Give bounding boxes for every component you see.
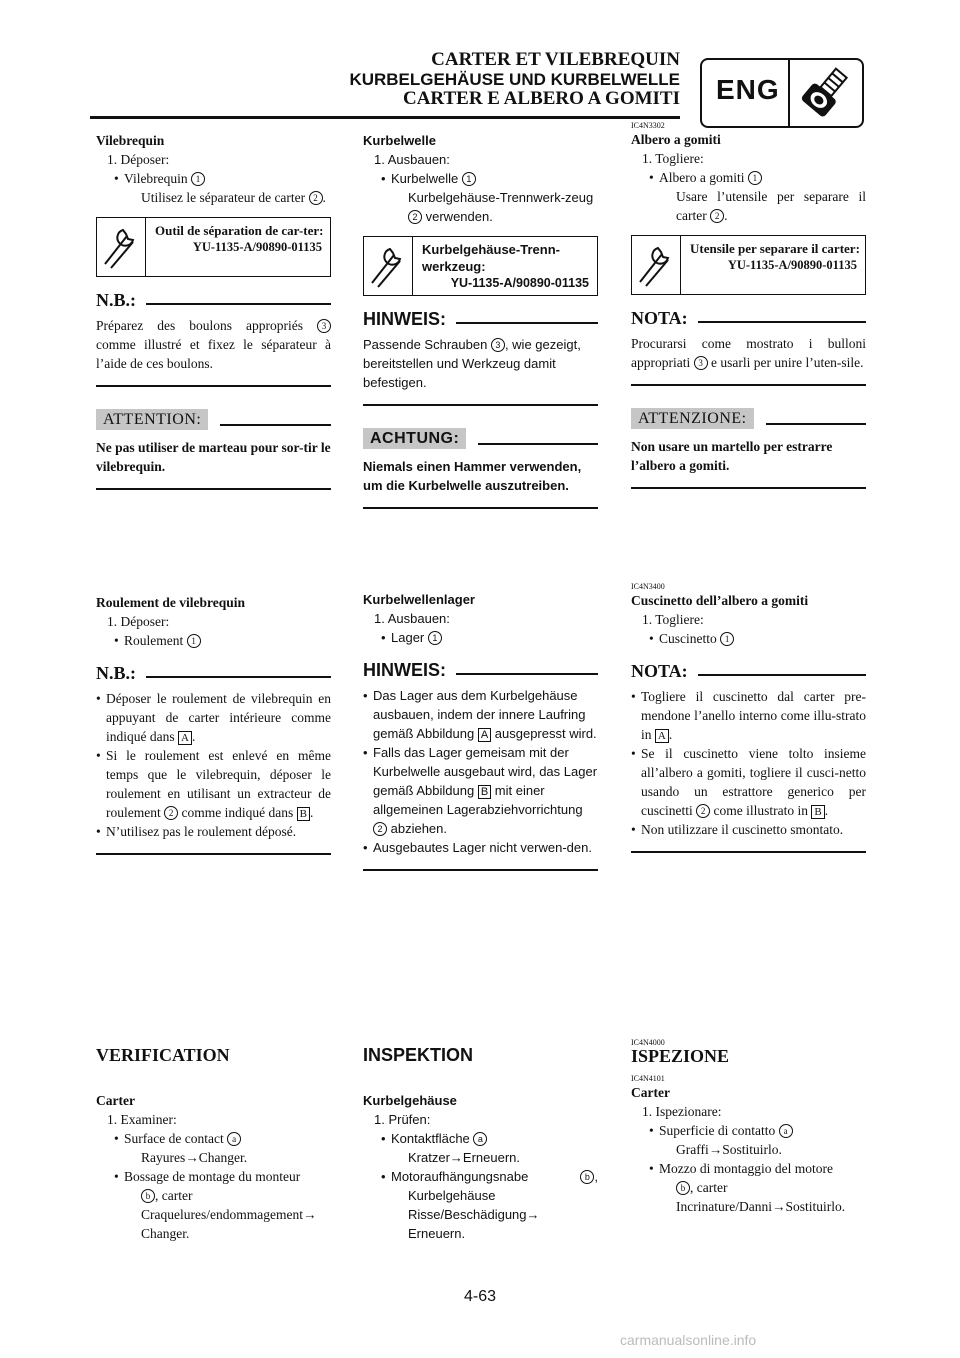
it-section-code-1: IC4N3302 [631, 121, 665, 130]
it-section-code-2: IC4N3400 [631, 582, 665, 591]
de-case-bullet-2-sub1: Kurbelgehäuse [408, 1188, 496, 1203]
fr-crank-title: Vilebrequin [96, 133, 165, 148]
it-crankshaft-section [631, 121, 866, 489]
it-case-bullet-2-sub1-text: , carter [690, 1180, 728, 1195]
callout-1: 1 [187, 634, 201, 648]
fr-bearing-title: Roulement de vilebrequin [96, 595, 246, 610]
fr-case-bullet-2: • Bossage de montage du monteur [96, 1167, 331, 1186]
de-nb2-item-1-text-b: ausgepresst wird. [494, 726, 597, 741]
fr-bearing-bullet [96, 631, 331, 650]
callout-3: 3 [491, 338, 505, 352]
fr-nb2-item-3: • N’utilisez pas le roulement déposé. [96, 822, 331, 841]
it-bearing-bullet [631, 629, 866, 648]
it-crank-text [631, 187, 866, 225]
engine-bolt-icon [796, 66, 856, 120]
de-case-bullet-1-sub: Kratzer→Erneuern. [408, 1150, 520, 1165]
fr-attention-label: ATTENTION: [96, 409, 208, 430]
fr-case-step: 1. Examiner: [107, 1112, 177, 1127]
it-case-step: 1. Ispezionare: [642, 1104, 722, 1119]
de-nb1-text-a: Passende Schrauben [363, 337, 488, 352]
callout-1: 1 [720, 632, 734, 646]
fr-inspection-section [96, 1046, 331, 1243]
it-crank-text-body: Usare l’utensile per separare il carter [676, 189, 866, 223]
callout-3: 3 [317, 319, 331, 333]
it-tool-text [690, 240, 861, 274]
it-nb2-item-2: • Se il cuscinetto viene tolto insieme all’albero a gomiti, togliere il cusci-netto usando un estrattore generico per cuscinetti 2 come illustrato in B . [631, 744, 866, 820]
it-nb1-rule [631, 384, 866, 386]
header-title-fr: CARTER ET VILEBREQUIN [431, 49, 680, 70]
de-bearing-title: Kurbelwellenlager [363, 592, 475, 607]
wrench-icon [97, 218, 146, 276]
de-crank-step: 1. Ausbauen: [374, 152, 450, 167]
fr-case-bullet-2-sub1 [96, 1186, 331, 1205]
it-section-code-3: IC4N4000 [631, 1038, 665, 1047]
de-case-bullet-1-text: Kontaktfläche [391, 1131, 470, 1146]
de-nb2-item-3: • Ausgebautes Lager nicht verwen-den. [363, 838, 598, 857]
fr-nb1-text-b: comme illustré et fixez le séparateur à l’aide de ces boulons. [96, 337, 331, 371]
it-nb2-item-3: • Non utilizzare il cuscinetto smontato. [631, 820, 866, 839]
callout-2: 2 [373, 822, 387, 836]
fr-case-bullet-2-sub1-text: , carter [155, 1188, 193, 1203]
it-tool-box [631, 235, 866, 295]
de-nb2-item-1-text-a: Das Lager aus dem Kurbelgehäuse ausbauen, indem der innere Laufring gemäß Abbildung [373, 688, 586, 741]
de-case-title: Kurbelgehäuse [363, 1093, 457, 1108]
de-nb2-item-2-text-c: abziehen. [390, 821, 448, 836]
it-case-bullet-1-text: Superficie di contatto [659, 1123, 776, 1138]
fr-crank-text-end: . [322, 190, 326, 205]
de-crankshaft-section [363, 131, 598, 509]
fig-ref-a: A [655, 729, 669, 743]
it-case-bullet-1-sub: Graffi→Sostituirlo. [676, 1142, 782, 1157]
watermark: carmanualsonline.info [620, 1332, 757, 1348]
fr-bearing-step: 1. Déposer: [107, 614, 170, 629]
fr-nb2-item-2: • Si le roulement est enlevé en même temps que le vilebrequin, déposer le roulement en utilisant un extracteur de roulement 2 comme indiqué dans B . [96, 746, 331, 822]
de-tool-text [422, 241, 593, 292]
fr-case-bullet-1 [96, 1129, 331, 1148]
de-insp-title: INSPEKTION [363, 1045, 474, 1065]
fig-ref-a: A [178, 731, 192, 745]
fr-nb2-rule [96, 853, 331, 855]
callout-a: a [227, 1132, 241, 1146]
de-bearing-bullet-text: Lager [391, 630, 425, 645]
callout-b: b [141, 1189, 155, 1203]
fig-ref-b: B [478, 785, 491, 799]
de-attention-rule [363, 507, 598, 509]
fr-insp-title: VERIFICATION [96, 1045, 230, 1065]
it-attention-label: ATTENZIONE: [631, 408, 754, 429]
fr-nb2-item-1: • Déposer le roulement de vilebrequin en appuyant de carter intérieure comme indiqué dans A . [96, 689, 331, 746]
fr-nb1-title: N.B.: [96, 290, 136, 310]
de-bearing-section [363, 590, 598, 871]
callout-1: 1 [748, 171, 762, 185]
wrench-icon [632, 236, 681, 294]
de-bearing-bullet [363, 628, 598, 647]
callout-b: b [580, 1170, 594, 1184]
callout-1: 1 [191, 172, 205, 186]
fig-ref-b: B [811, 805, 824, 819]
callout-2: 2 [408, 210, 422, 224]
de-case-step: 1. Prüfen: [374, 1112, 431, 1127]
it-bearing-step: 1. Togliere: [642, 612, 704, 627]
de-nb2-title: HINWEIS: [363, 660, 446, 680]
callout-2: 2 [696, 804, 710, 818]
it-nb1-text-b: e usarli per unire l’uten-sile. [710, 355, 864, 370]
fr-crank-bullet-text: Vilebrequin [124, 171, 188, 186]
fr-attention-rule [96, 488, 331, 490]
eng-badge [700, 58, 864, 128]
eng-badge-label: ENG [716, 74, 780, 105]
de-case-bullet-1 [363, 1129, 598, 1148]
de-crank-bullet [363, 169, 598, 188]
it-crank-title: Albero a gomiti [631, 132, 721, 147]
fr-case-bullet-1-text: Surface de contact [124, 1131, 224, 1146]
fr-attention-heading [96, 409, 331, 430]
de-nb2-item-2 [363, 743, 598, 838]
fr-tool-box [96, 217, 331, 277]
it-crank-text-end: . [724, 208, 728, 223]
it-bearing-bullet-text: Cuscinetto [659, 631, 717, 646]
de-crank-title: Kurbelwelle [363, 133, 436, 148]
page-number: 4-63 [463, 1288, 497, 1305]
it-crank-bullet [631, 168, 866, 187]
fr-crank-text-body: Utilisez le séparateur de carter [141, 190, 306, 205]
it-case-bullet-2-sub2: Incrinature/Danni→Sostituirlo. [676, 1199, 846, 1214]
de-attention-heading [363, 428, 598, 449]
fr-nb1-text-a: Préparez des boulons appropriés [96, 318, 303, 333]
it-nb1-title: NOTA: [631, 308, 688, 328]
de-crank-text-body: Kurbelgehäuse-Trennwerk-zeug [408, 190, 594, 205]
it-insp-title: ISPEZIONE [631, 1046, 730, 1066]
de-tool-box [363, 236, 598, 296]
de-inspection-section [363, 1046, 598, 1243]
fr-nb1-heading [96, 291, 331, 310]
de-nb2-item-2-text-a: Falls das Lager gemeisam mit der Kurbelwelle ausgebaut wird, das Lager gemäß Abbildung [373, 745, 598, 798]
de-crank-text [363, 188, 598, 226]
de-crank-bullet-text: Kurbelwelle [391, 171, 459, 186]
it-tool-name: Utensile per separare il carter: [690, 241, 860, 256]
fr-nb1-rule [96, 385, 331, 387]
it-nb1-heading [631, 309, 866, 328]
it-nb1-text [631, 334, 866, 372]
it-nb2-title: NOTA: [631, 661, 688, 681]
fr-bearing-section [96, 593, 331, 855]
de-nb2-heading [363, 661, 598, 680]
de-nb1-text [363, 335, 598, 392]
header-title-de: KURBELGEHÄUSE UND KURBELWELLE [349, 70, 680, 89]
fr-crankshaft-section [96, 131, 331, 490]
fr-crank-text [96, 188, 331, 207]
de-case-bullet-2-text: Motoraufhängungsnabe [391, 1169, 529, 1184]
fig-ref-a: A [478, 728, 491, 742]
de-nb1-text-b: , wie gezeigt, bereitstellen und Werkzeug damit befestigen. [363, 337, 581, 390]
it-nb2-rule [631, 851, 866, 853]
callout-1: 1 [462, 172, 476, 186]
eng-badge-divider [788, 60, 790, 126]
callout-2: 2 [309, 191, 323, 205]
de-nb1-rule [363, 404, 598, 406]
fr-case-bullet-1-sub: Rayures→Changer. [141, 1150, 248, 1165]
it-case-bullet-1 [631, 1121, 866, 1140]
de-nb2-rule [363, 869, 598, 871]
callout-b: b [676, 1181, 690, 1195]
it-crank-bullet-text: Albero a gomiti [659, 170, 745, 185]
fr-case-bullet-2-sub2: Craquelures/endommagement→ Changer. [141, 1207, 317, 1241]
fr-case-title: Carter [96, 1093, 135, 1108]
fig-ref-b: B [297, 807, 310, 821]
de-nb1-heading [363, 310, 598, 329]
de-case-bullet-2-sub2: Risse/Beschädigung→ Erneuern. [408, 1207, 540, 1241]
de-case-bullet-2: • Motoraufhängungsnabe b , [363, 1167, 598, 1186]
it-attention-text: Non usare un martello per estrarre l’albero a gomiti. [631, 439, 833, 473]
callout-a: a [779, 1124, 793, 1138]
header-rule [90, 116, 680, 119]
it-nb2-item-1-text: Togliere il cuscinetto dal carter pre-mendone l’anello interno come illu-strato in [641, 689, 866, 742]
de-nb2-item-2-text-b: mit einer allgemeinen Lagerabziehvorrichtung [373, 783, 583, 817]
it-case-title: Carter [631, 1085, 670, 1100]
it-nb1-text-a: Procurarsi come mostrato i bulloni appropriati [631, 336, 866, 370]
de-nb2-item-1 [363, 686, 598, 743]
de-tool-part-number: YU-1135-A/90890-01135 [450, 276, 589, 290]
it-nb2-item-2-text-a: Se il cuscinetto viene tolto insieme all’albero a gomiti, togliere il cusci-netto usando un estrattore generico per cuscinetti [641, 746, 866, 818]
fr-attention-text: Ne pas utiliser de marteau pour sor-tir le vilebrequin. [96, 440, 331, 474]
it-crank-step: 1. Togliere: [642, 151, 704, 166]
it-bearing-section [631, 582, 866, 853]
de-nb1-title: HINWEIS: [363, 309, 446, 329]
de-crank-text-end: verwenden. [425, 209, 493, 224]
de-bearing-step: 1. Ausbauen: [374, 611, 450, 626]
it-nb2-item-1: • Togliere il cuscinetto dal carter pre-mendone l’anello interno come illu-strato in A . [631, 687, 866, 744]
it-tool-part-number: YU-1135-A/90890-01135 [727, 258, 857, 272]
it-attention-rule [631, 487, 866, 489]
header-title-it: CARTER E ALBERO A GOMITI [402, 88, 680, 109]
it-inspection-section [631, 1038, 866, 1216]
callout-3: 3 [694, 356, 708, 370]
fr-crank-step: 1. Déposer: [107, 152, 170, 167]
wrench-icon [364, 237, 413, 295]
it-attention-heading [631, 408, 866, 429]
fr-nb1-text [96, 316, 331, 373]
fr-nb2-item-1-text: Déposer le roulement de vilebrequin en appuyant de carter intérieure comme indiqué dans [106, 691, 331, 744]
fr-nb2-item-2-text-b: comme indiqué dans [181, 805, 294, 820]
it-case-bullet-2-sub1 [631, 1178, 866, 1197]
callout-1: 1 [428, 631, 442, 645]
it-nb2-item-2-text-b: come illustrato in [713, 803, 808, 818]
de-tool-name: Kurbelgehäuse-Trenn-werkzeug: [422, 242, 560, 274]
callout-a: a [473, 1132, 487, 1146]
it-bearing-title: Cuscinetto dell’albero a gomiti [631, 593, 809, 608]
fr-tool-name: Outil de séparation de car-ter: [155, 223, 324, 238]
it-case-bullet-2: • Mozzo di montaggio del motore [631, 1159, 866, 1178]
callout-2: 2 [164, 806, 178, 820]
de-attention-label: ACHTUNG: [363, 428, 466, 449]
fr-tool-text [155, 222, 326, 256]
fr-nb2-item-2-text-a: Si le roulement est enlevé en même temps que le vilebrequin, déposer le roulement en utilisant un extracteur de roulement [106, 748, 331, 820]
de-attention-text: Niemals einen Hammer verwenden, um die Kurbelwelle auszutreiben. [363, 459, 582, 493]
fr-nb2-title: N.B.: [96, 663, 136, 683]
it-nb2-heading [631, 662, 866, 681]
callout-2: 2 [710, 209, 724, 223]
fr-bearing-bullet-text: Roulement [124, 633, 184, 648]
fr-tool-part-number: YU-1135-A/90890-01135 [192, 240, 322, 254]
fr-crank-bullet [96, 169, 331, 188]
fr-nb2-heading [96, 664, 331, 683]
it-section-code-4: IC4N4101 [631, 1074, 665, 1083]
